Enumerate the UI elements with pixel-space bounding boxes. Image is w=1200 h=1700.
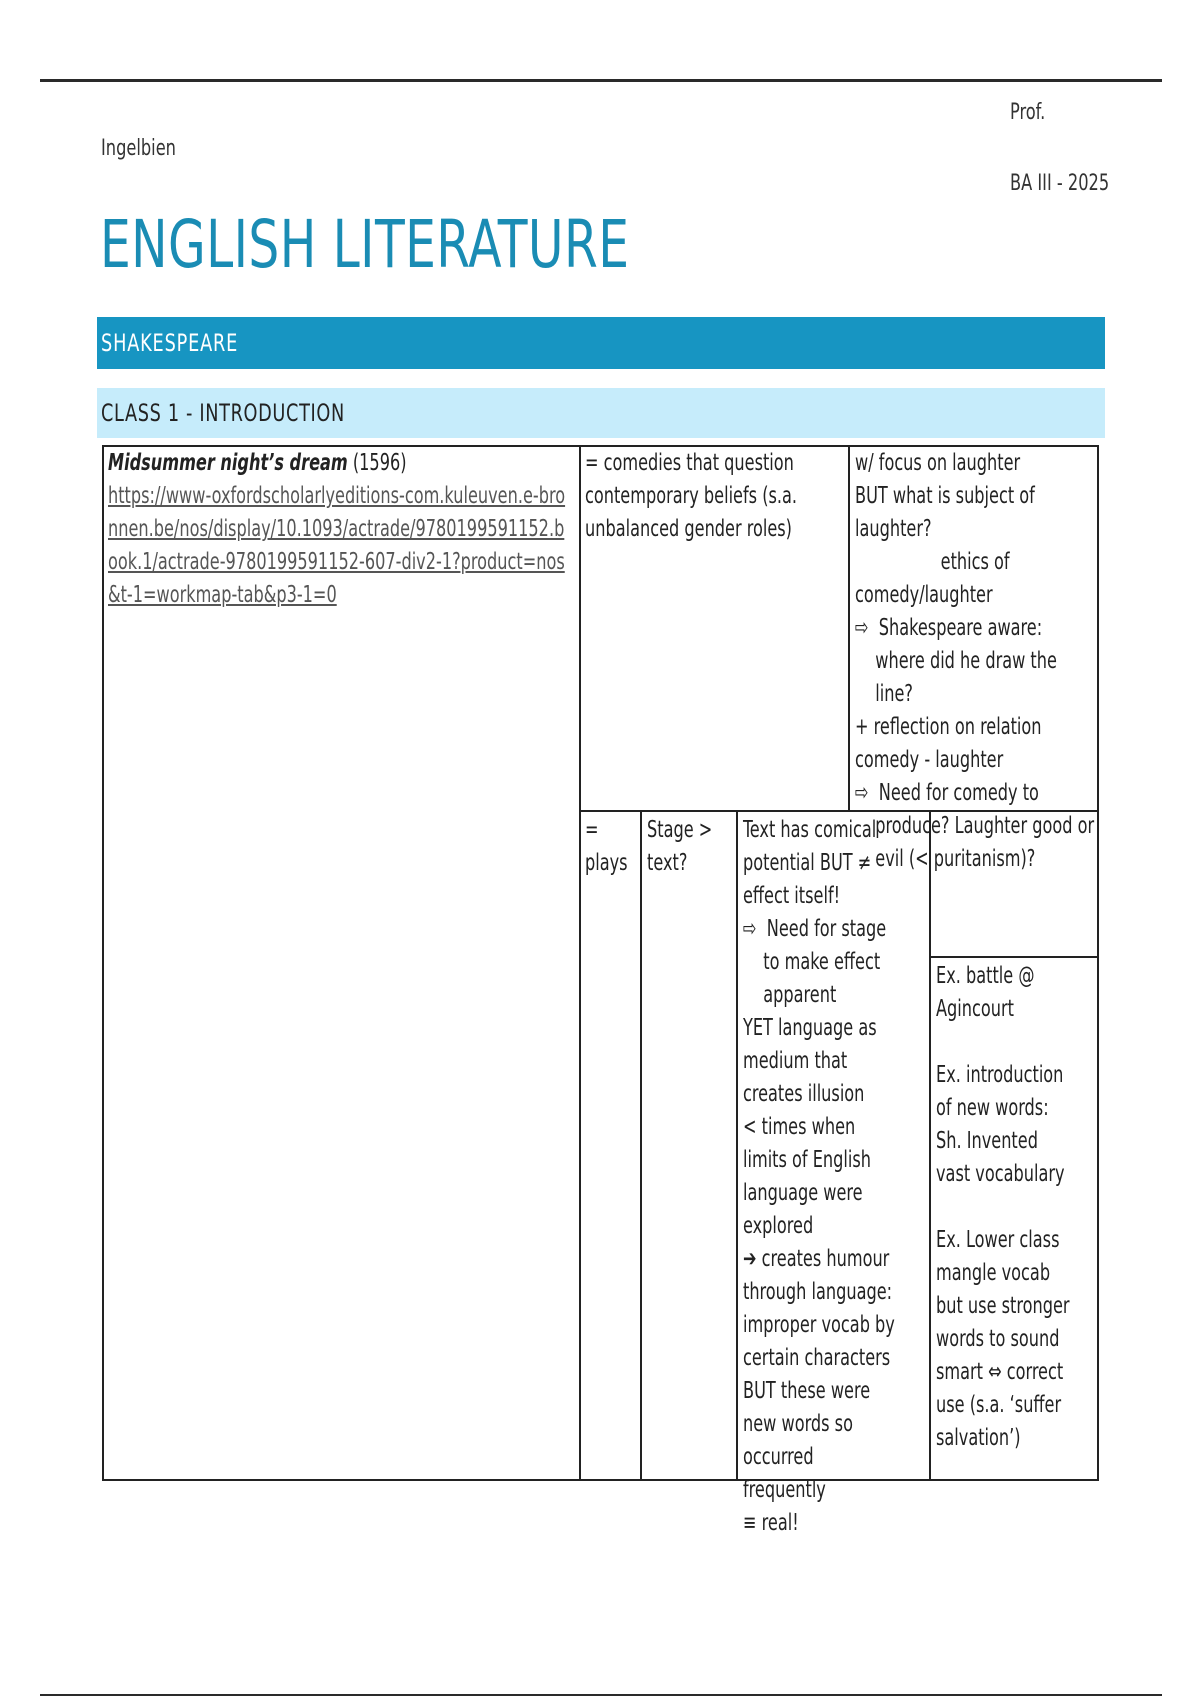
hollow-arrow-icon: ⇨ — [855, 780, 869, 806]
stage-label: Stage > text? — [647, 817, 713, 876]
table-divider-examples — [929, 956, 1099, 958]
table-divider-text — [929, 810, 931, 1481]
example-3: Ex. Lower class mangle vocab but use stronger words to sound smart ⇔ correct use (s.a. ‘suffer salvation’) — [936, 1227, 1070, 1451]
laughter-line-3: ethics of — [940, 549, 1010, 575]
text-line-2: Need for stage to make effect apparent — [763, 916, 887, 1008]
laughter-line-1: w/ focus on laughter — [855, 450, 1021, 476]
text-line-6: BUT these were new words so occurred frequently — [743, 1378, 871, 1503]
plays-cell — [585, 814, 637, 880]
text-line-5: creates humour through language: improper vocab by certain characters — [743, 1246, 895, 1371]
text-cell — [743, 814, 925, 1540]
document-title: ENGLISH LITERATURE — [100, 206, 630, 283]
table-border-bottom — [102, 1479, 1099, 1481]
hollow-arrow-icon: ⇨ — [855, 615, 869, 641]
laughter-line-5: Shakespeare aware: where did he draw the line? — [875, 615, 1057, 707]
laughter-line-6: + reflection on relation comedy - laughter — [855, 714, 1042, 773]
footer-rule — [40, 1694, 1162, 1696]
comedies-note: = comedies that question contemporary beliefs (s.a. unbalanced gender roles) — [585, 450, 798, 542]
example-1: Ex. battle @ Agincourt — [936, 963, 1035, 1022]
laughter-line-4: comedy/laughter — [855, 582, 993, 608]
example-2: Ex. introduction of new words: Sh. Invented vast vocabulary — [936, 1062, 1065, 1187]
play-cell — [108, 447, 573, 612]
text-line-3: YET language as medium that creates illusion — [743, 1015, 877, 1107]
text-line-1: Text has comical potential BUT ≠ effect itself! — [743, 817, 877, 909]
table-divider-col1 — [579, 445, 581, 1481]
table-border-right — [1097, 445, 1099, 1481]
table-border-left — [102, 445, 104, 1481]
examples-cell — [936, 960, 1094, 1455]
prof-label: Prof. — [1010, 100, 1046, 125]
play-year: (1596) — [352, 450, 407, 476]
solid-arrow-icon: ➔ — [743, 1246, 757, 1272]
laughter-line-7: Need for comedy to produce? Laughter good or evil (< puritanism)? — [875, 780, 1095, 872]
subsection-heading: CLASS 1 - INTRODUCTION — [101, 399, 345, 427]
text-line-4: < times when limits of English language were explored — [743, 1114, 872, 1239]
section-heading: SHAKESPEARE — [101, 329, 239, 357]
course-info: BA III - 2025 — [1010, 171, 1110, 196]
comedies-cell — [585, 447, 843, 546]
hollow-arrow-icon: ⇨ — [743, 916, 757, 942]
stage-cell — [647, 814, 733, 880]
play-edition-link[interactable]: https://www-oxfordscholarlyeditions-com.kuleuven.e-bronnen.be/nos/display/10.1093/actrade/9780199591152.book.1/actrade-9780199591152-607-div2-1?product=nos&t-1=workmap-tab&p3-1=0 — [108, 483, 566, 608]
play-title: Midsummer night’s dream — [108, 450, 348, 476]
plays-label: = plays — [585, 817, 628, 876]
table-divider-col-laughter — [848, 445, 850, 811]
laughter-line-2: BUT what is subject of laughter? — [855, 483, 1035, 542]
table-divider-stage — [736, 810, 738, 1481]
author-name: Ingelbien — [101, 136, 176, 161]
table-divider-plays — [640, 810, 642, 1481]
laughter-cell — [855, 447, 1095, 876]
text-line-7: ≡ real! — [743, 1510, 799, 1536]
